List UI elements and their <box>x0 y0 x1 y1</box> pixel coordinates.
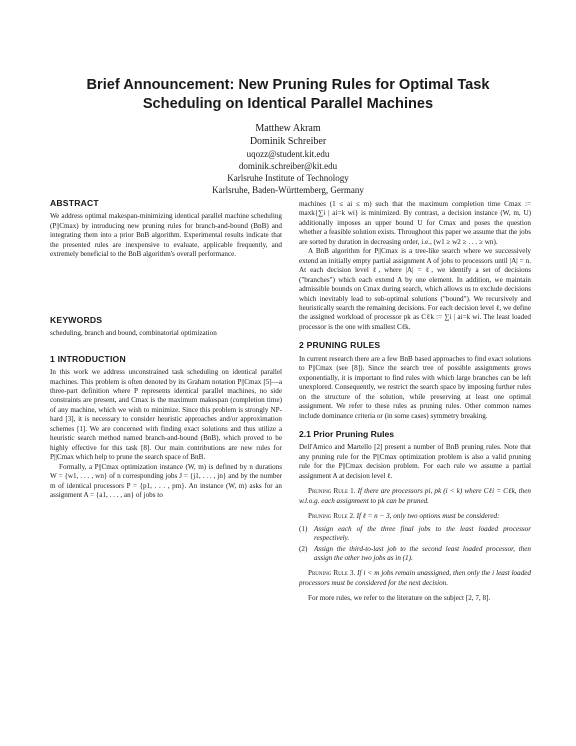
title-line-1: Brief Announcement: New Pruning Rules for Optimal Task <box>86 77 490 93</box>
body-paragraph: Dell'Amico and Martello [2] present a number of BnB pruning rules. Note that any pruning rule for the P||Cmax optimization problem is also a valid pruning rule for the P||Cmax decision problem. For each rule we assume a partial assignment A at decision level ℓ. <box>299 443 531 480</box>
abstract-heading: ABSTRACT <box>50 198 99 208</box>
author-name: Matthew Akram <box>255 123 321 134</box>
rule-text: If there are processors pi, pk (i < k) where Cℓi = Cℓk, then w.l.o.g. each assignment to pk can be pruned. <box>299 487 531 505</box>
rule-text: If i < m jobs remain unassigned, then only the i least loaded processors must be considered for the next decision. <box>299 569 532 587</box>
body-paragraph: machines (1 ≤ ai ≤ m) such that the maximum completion time Cmax := maxk{∑i | ai=k wi} is minimized. By contrast, a decision instance (W, m, U) additionally imposes an upper bound U for Cmax and poses the question whether a feasible solution exists. Throughout this paper we assume that the jobs are sorted by duration in decreasing order, i.e., (w1 ≥ w2 ≥ . . . ≥ wn). <box>299 200 531 246</box>
subsection-heading: 2.1 Prior Pruning Rules <box>299 428 395 439</box>
affiliation: Karlsruhe Institute of Technology <box>227 173 349 183</box>
rule-text: If ℓ = n − 3, only two options must be considered: <box>356 512 500 521</box>
author-block <box>100 122 476 196</box>
section-heading: 2 PRUNING RULES <box>299 340 381 351</box>
intro-paragraph: Formally, a P||Cmax optimization instance (W, m) is defined by n durations W = {w1, . . . , wn} of n corresponding jobs J = {j1, . . . , jn} and by the number m of identical processors P = {p1, . . . , pm}. An instance (W, m) asks for an assignment A = {a1, . . . , an} of jobs to <box>50 462 282 499</box>
location: Karlsruhe, Baden-Württemberg, Germany <box>212 185 364 195</box>
author-email: dominik.schreiber@kit.edu <box>238 161 338 171</box>
abstract-text: We address optimal makespan-minimizing identical parallel machine scheduling (P||Cmax) by introducing new pruning rules for branch-and-bound (BnB) and integrating them into a prior BnB algorithm. Experimental results indicate that the presented rules are inexpensive to evaluate, applicable frequently, and extremely beneficial to the BnB algorithm's overall performance. <box>50 212 282 259</box>
pruning-rule <box>299 512 531 521</box>
keywords-heading: KEYWORDS <box>50 314 103 325</box>
list-item: (1) Assign each of the three final jobs to the least loaded processor respectively. <box>299 524 531 543</box>
pruning-rule <box>299 487 531 506</box>
rule-label: Pruning Rule 3. <box>308 569 356 578</box>
left-column <box>50 199 282 500</box>
rule-label: Pruning Rule 2. <box>308 512 355 521</box>
title-line-2: Scheduling on Identical Parallel Machines <box>142 96 434 112</box>
body-paragraph: In current research there are a few BnB based approaches to find exact solutions to P||Cmax (see [8]). Since the search tree of possible assignments grows exponentially, it is important to find rules with which large branches can be left unexplored. Consequently, we restrict the search space by imposing further rules on the structure of the solution, while preserving at least one optimal assignment. We refer to these rules as pruning rules. Other common names include dominance criteria or (in some cases) symmetry breaking. <box>299 354 531 420</box>
rule-options-list <box>299 525 531 564</box>
intro-heading: 1 INTRODUCTION <box>50 353 126 364</box>
pruning-rule <box>299 569 531 588</box>
author-email: uqozz@student.kit.edu <box>246 149 330 159</box>
author-name: Dominik Schreiber <box>249 136 327 147</box>
paper-title <box>40 76 536 114</box>
list-item: (2) Assign the third-to-last job to the second least loaded processor, then assign the other two jobs as in (1). <box>299 544 531 562</box>
body-paragraph: For more rules, we refer to the literature on the subject [2, 7, 8]. <box>308 594 491 603</box>
keywords-text: scheduling, branch and bound, combinatorial optimization <box>50 329 217 338</box>
right-column <box>299 200 531 604</box>
intro-paragraph: In this work we address unconstrained task scheduling on identical parallel machines. This problem is often denoted by its Graham notation P||Cmax [5]—a three-part definition where P represents identical parallel machines, no side constraints are present, and Cmax is the maximum makespan (completion time) of any machine, which we wish to minimize. Since this problem is strongly NP-hard [3], it is necessary to consider heuristic approaches and/or approximation schemes [1]. We are concerned with finding exact solutions and thus utilize a heuristic search method named branch-and-bound (BnB), which proved to be highly effective for this task [8]. Our main contributions are new rules for P||Cmax which help to prune the search space of BnB. <box>50 368 282 462</box>
rule-label: Pruning Rule 1. <box>308 487 356 496</box>
body-paragraph: A BnB algorithm for P||Cmax is a tree-like search where we successively extend an initially empty partial assignment A of jobs to processors until |A| = n. At each decision level ℓ, where |A| = ℓ, we identify a set of decisions ("branches") which each extend A by one element. In addition, we maintain admissible bounds on Cmax during search, which allows us to exclude decisions which inevitably lead to sub-optimal solutions ("bound"). We recursively and heuristically search the remaining decisions. For each decision level ℓ, we define the assigned workload of processor pk as Cℓk := ∑i | ai=k wi. The least loaded processor is the one with smallest Cℓk. <box>299 247 531 331</box>
